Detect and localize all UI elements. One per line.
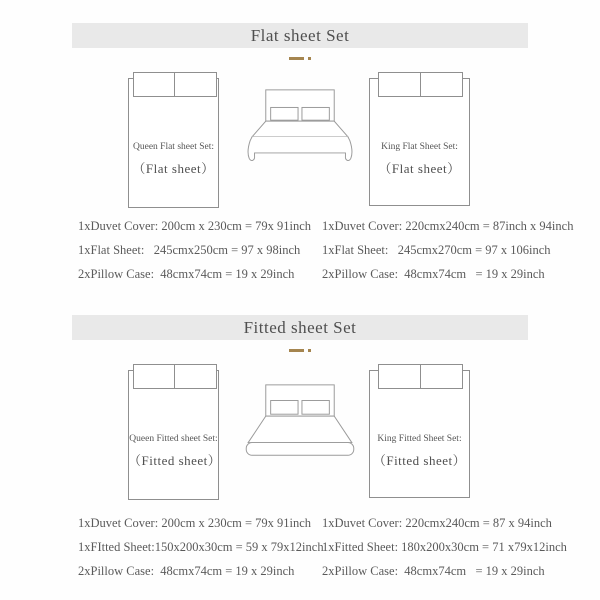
- spec-line: 2xPillow Case: 48cmx74cm = 19 x 29inch: [78, 564, 295, 578]
- pillow-right: [420, 72, 463, 97]
- bed-set-name: Queen Fitted sheet Set:: [129, 434, 218, 444]
- ornament-dash: [289, 349, 304, 352]
- spec-line: 2xPillow Case: 48cmx74cm = 19 x 29inch: [78, 267, 295, 281]
- pillow-left: [133, 72, 176, 97]
- spec-line: 1xDuvet Cover: 220cmx240cm = 87 x 94inch: [322, 516, 552, 530]
- pillow-right: [174, 72, 217, 97]
- spec-line: 1xFitted Sheet: 180x200x30cm = 71 x79x12inch: [322, 540, 567, 554]
- section-flat-sheet: [0, 0, 600, 292]
- pillow-left: [378, 364, 421, 389]
- section-title-banner: [72, 23, 528, 48]
- spec-line: 1xFlat Sheet: 245cmx270cm = 97 x 106inch: [322, 243, 551, 257]
- bed-set-name: King Fitted Sheet Set:: [377, 434, 462, 444]
- pillow-right: [174, 364, 217, 389]
- bed-set-type: （Flat sheet）: [378, 161, 461, 176]
- bed-set-type: （Fitted sheet）: [128, 453, 222, 468]
- ornament-dot: [308, 349, 311, 352]
- queen-bed-diagram: [128, 72, 219, 208]
- ornament-dot: [308, 57, 311, 60]
- spec-line: 1xDuvet Cover: 200cm x 230cm = 79x 91inch: [78, 516, 312, 530]
- section-fitted-sheet: [0, 292, 600, 600]
- bed-set-name: King Flat Sheet Set:: [381, 142, 458, 152]
- king-bed-diagram: [369, 364, 470, 498]
- queen-bed-diagram: [128, 364, 222, 500]
- bed-set-name: Queen Flat sheet Set:: [133, 142, 214, 152]
- bed-set-type: （Flat sheet）: [132, 161, 215, 176]
- spec-line: 1xDuvet Cover: 220cmx240cm = 87inch x 94inch: [322, 219, 574, 233]
- fitted-sheet-bed-illustration: [240, 379, 360, 467]
- pillow-left: [133, 364, 176, 389]
- king-bed-diagram: [369, 72, 470, 206]
- section-title-banner: [72, 315, 528, 340]
- section-title: Fitted sheet Set: [243, 317, 357, 337]
- spec-line: 2xPillow Case: 48cmx74cm = 19 x 29inch: [322, 267, 545, 281]
- queen-specs: [78, 214, 311, 286]
- pillow-right: [420, 364, 463, 389]
- pillow-left: [378, 72, 421, 97]
- spec-line: 1xDuvet Cover: 200cm x 230cm = 79x 91inch: [78, 219, 312, 233]
- bed-set-type: （Fitted sheet）: [372, 453, 467, 468]
- flat-sheet-bed-illustration: [240, 84, 360, 172]
- king-specs: [322, 214, 573, 286]
- spec-line: 1xFlat Sheet: 245cmx250cm = 97 x 98inch: [78, 243, 301, 257]
- divider-ornament: [0, 57, 600, 60]
- spec-line: 1xFItted Sheet:150x200x30cm = 59 x 79x12inch: [78, 540, 324, 554]
- section-title: Flat sheet Set: [250, 25, 350, 45]
- king-specs: [322, 511, 567, 583]
- queen-specs: [78, 511, 324, 583]
- divider-ornament: [0, 349, 600, 352]
- spec-line: 2xPillow Case: 48cmx74cm = 19 x 29inch: [322, 564, 545, 578]
- ornament-dash: [289, 57, 304, 60]
